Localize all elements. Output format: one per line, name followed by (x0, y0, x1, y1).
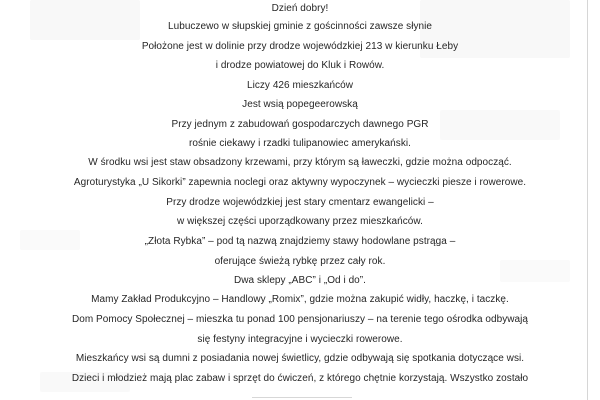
text-line: Przy jednym z zabudowań gospodarczych dawnego PGR (171, 119, 429, 130)
text-line: Dzieci i młodzież mają plac zabaw i sprzęt do ćwiczeń, z którego chętnie korzystają. Wszystko zostało (71, 373, 529, 384)
text-line: i drodze powiatowej do Kluk i Rowów. (215, 60, 385, 71)
text-line: Lubuczewo w słupskiej gminie z gościnności zawsze słynie (167, 21, 433, 32)
text-line-greeting: Dzień dobry! (271, 3, 329, 14)
text-line: Mamy Zakład Produkcyjno – Handlowy „Romix”, gdzie można zakupić widły, haczkę, i taczkę. (91, 294, 509, 305)
text-line: Liczy 426 mieszkańców (246, 80, 354, 91)
text-line: „Złota Rybka” – pod tą nazwą znajdziemy stawy hodowlane pstrąga – (144, 236, 456, 247)
text-line: się festyny integracyjne i wycieczki rowerowe. (197, 334, 403, 345)
text-line: Mieszkańcy wsi są dumni z posiadania nowej świetlicy, gdzie odbywają się spotkania dotyczące wsi. (75, 353, 525, 364)
text-line: W środku wsi jest staw obsadzony krzewami, przy którym są ławeczki, gdzie można odpocząć. (88, 157, 512, 168)
text-line: w większej części uporządkowany przez mieszkańców. (177, 216, 423, 227)
text-line: Dwa sklepy „ABC” i „Od i do”. (233, 275, 367, 286)
text-line: Położone jest w dolinie przy drodze wojewódzkiej 213 w kierunku Łeby (141, 41, 459, 52)
text-line: Jest wsią popegeerowską (242, 99, 358, 110)
text-line: Dom Pomocy Społecznej – mieszka tu ponad 100 pensjonariuszy – na terenie tego ośrodka odbywają (71, 314, 529, 325)
text-line: Przy drodze wojewódzkiej jest stary cmentarz ewangelicki – (166, 197, 434, 208)
cut-off-line-fragment (252, 397, 352, 398)
text-line: oferujące świeżą rybkę przez cały rok. (214, 256, 386, 267)
text-line: Agroturystyka „U Sikorki” zapewnia noclegi oraz aktywny wypoczynek – wycieczki piesze i rowerowe. (73, 177, 527, 188)
text-line: rośnie ciekawy i rzadki tulipanowiec amerykański. (189, 138, 411, 149)
